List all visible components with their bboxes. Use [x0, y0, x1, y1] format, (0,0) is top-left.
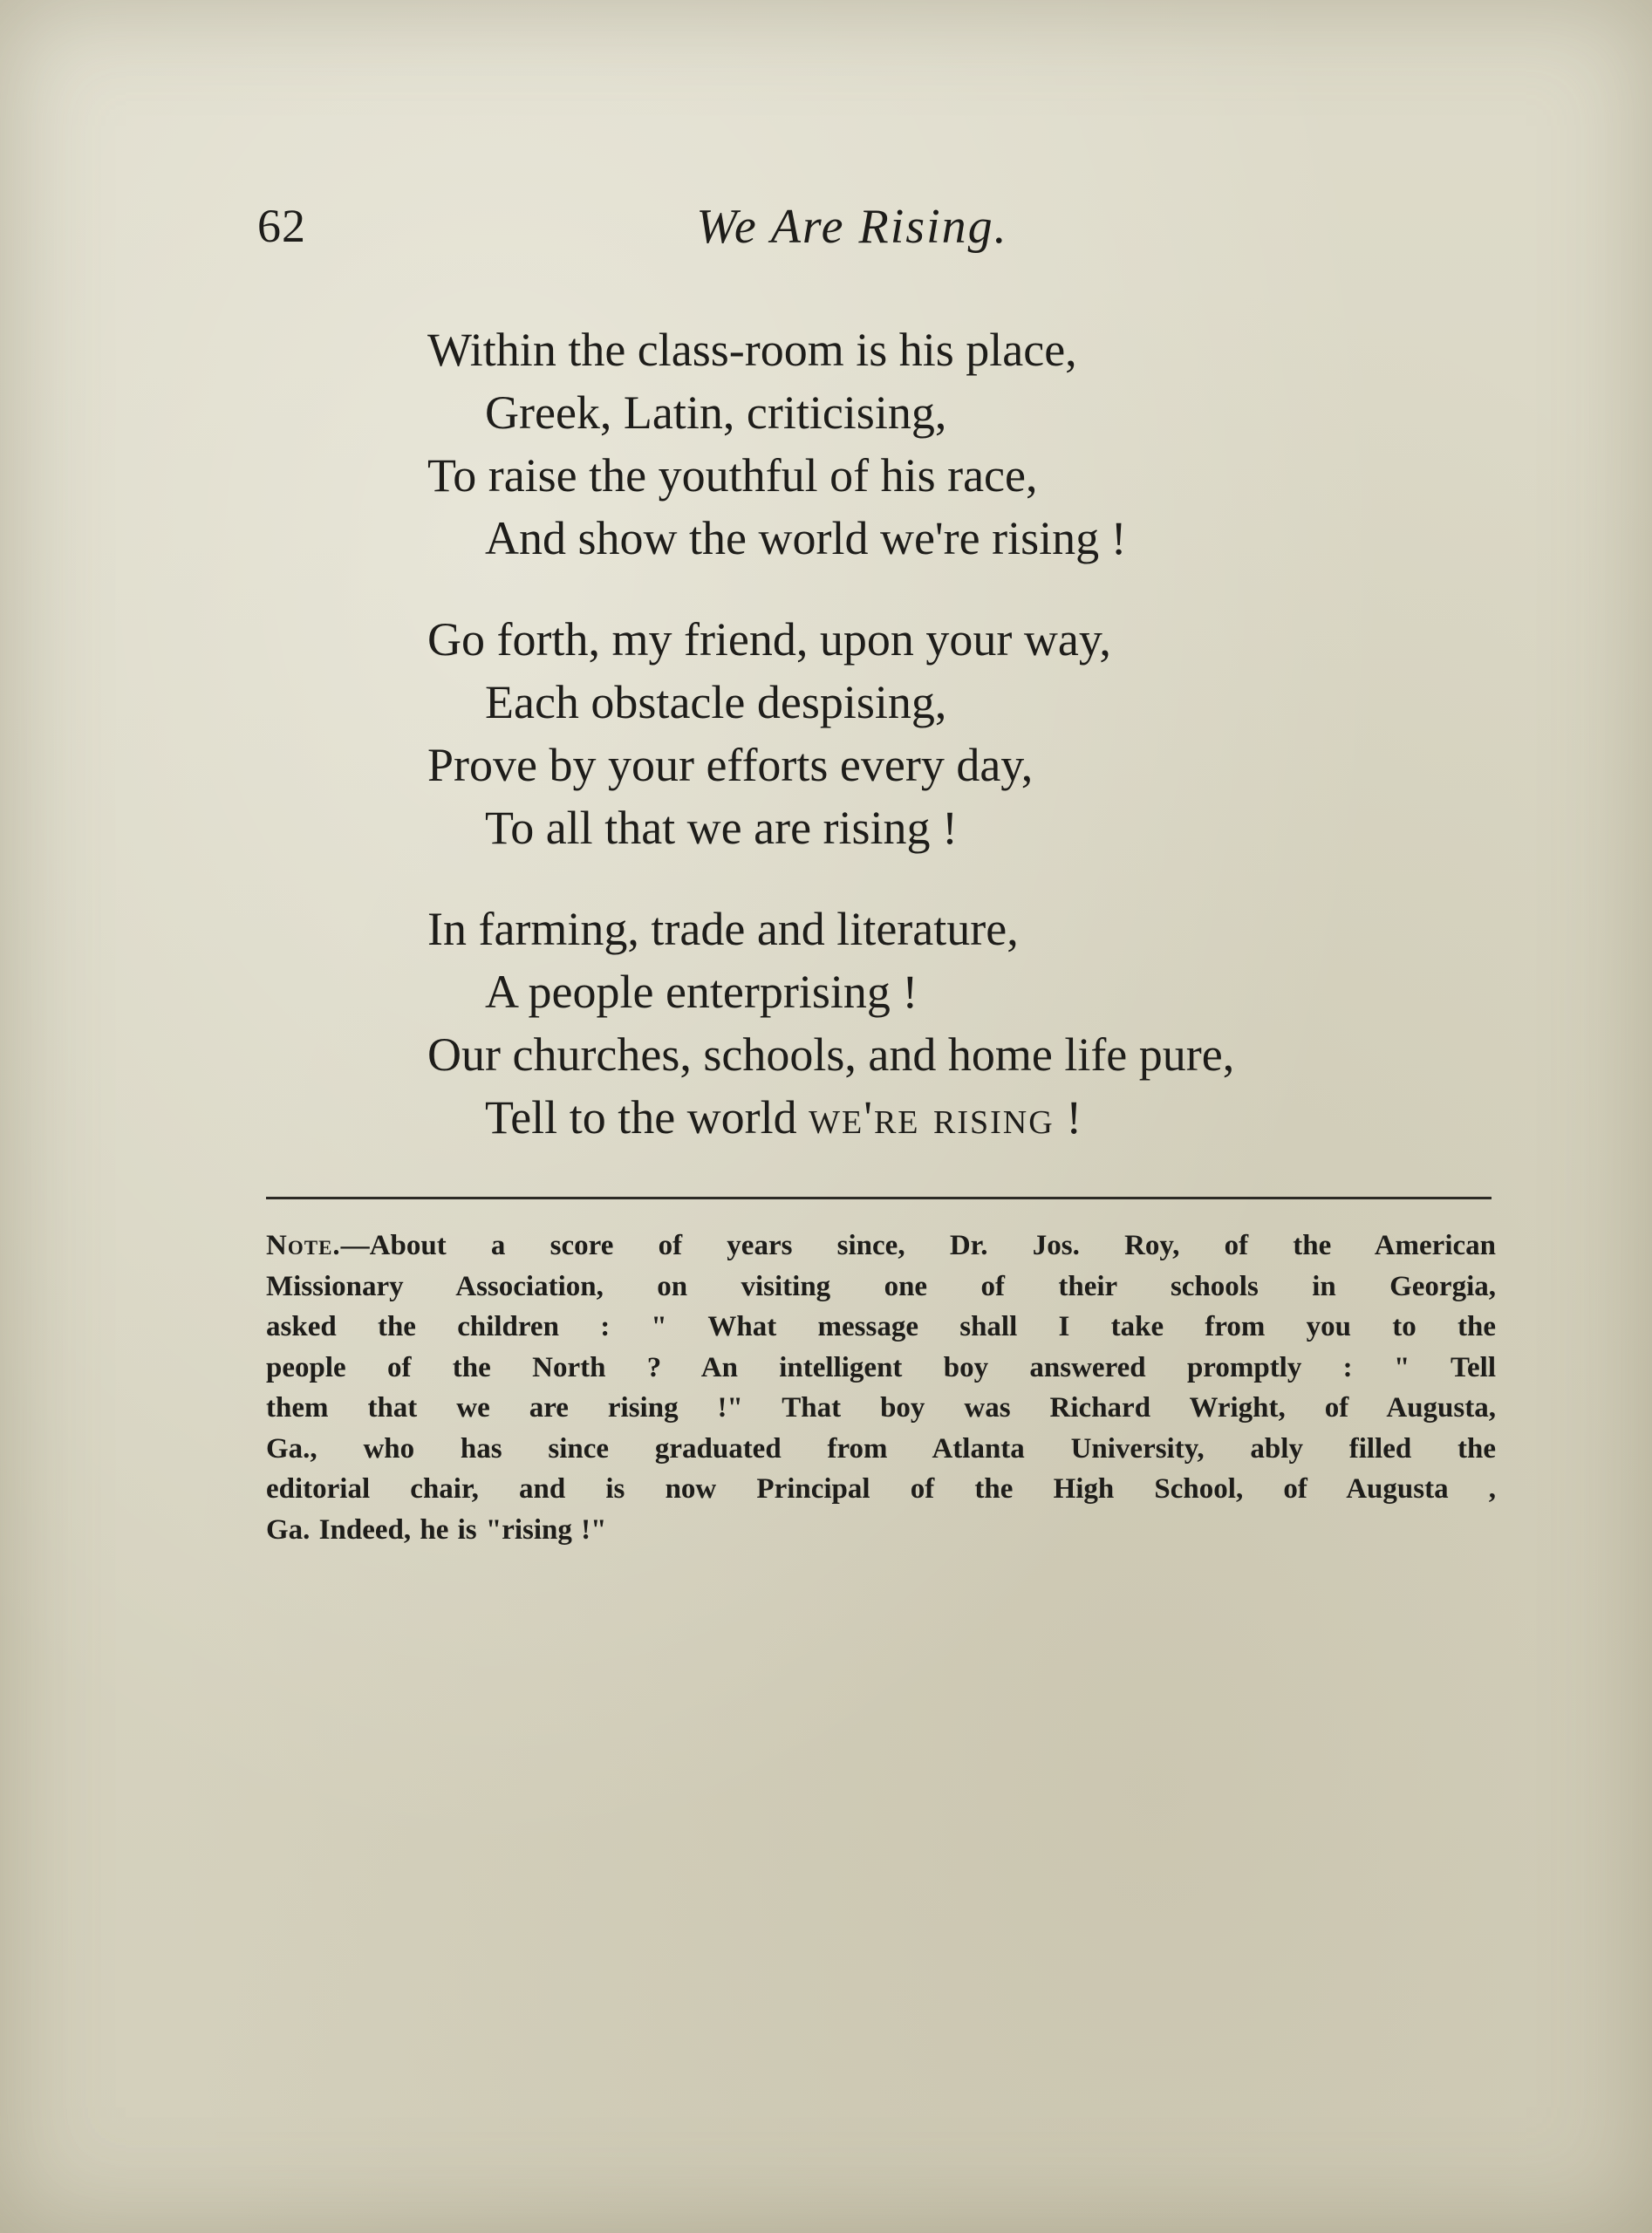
poem	[427, 318, 1561, 1187]
poem-line: Greek, Latin, criticising,	[485, 386, 947, 439]
final-line-end: !	[1054, 1091, 1082, 1144]
final-line-start: Tell to the world	[485, 1091, 809, 1144]
poem-line: To raise the youthful of his race,	[427, 449, 1038, 502]
final-line-caps: we're rising	[809, 1091, 1055, 1144]
page-number: 62	[257, 200, 306, 252]
poem-line: Go forth, my friend, upon your way,	[427, 613, 1111, 666]
poem-line: And show the world we're rising !	[485, 512, 1127, 564]
poem-line: A people enterprising !	[485, 966, 918, 1018]
note-lead: Note.	[266, 1230, 341, 1261]
note-line: people of the North ? An intelligent boy answered promptly : " Tell	[266, 1351, 1496, 1383]
poem-line: In farming, trade and literature,	[427, 903, 1019, 955]
poem-line: Our churches, schools, and home life pure,	[427, 1028, 1235, 1081]
footnote	[266, 1226, 1496, 1550]
note-line: Ga., who has since graduated from Atlanta University, ably filled the	[266, 1432, 1496, 1465]
note-line-text: —About a score of years since, Dr. Jos. Roy, of the American	[340, 1230, 1496, 1261]
note-line: them that we are rising !" That boy was Richard Wright, of Augusta,	[266, 1392, 1496, 1424]
note-line: Ga. Indeed, he is "rising !"	[266, 1513, 607, 1546]
stanza-3	[427, 898, 1561, 1149]
poem-line-final	[427, 1086, 1561, 1149]
stanza-2	[427, 608, 1561, 859]
poem-line: Each obstacle despising,	[485, 676, 947, 728]
note-line: editorial chair, and is now Principal of the High School, of Augusta ,	[266, 1473, 1496, 1505]
note-line: Missionary Association, on visiting one of their schools in Georgia,	[266, 1270, 1496, 1302]
note-line	[266, 1226, 1496, 1267]
note-line: asked the children : " What message shall I take from you to the	[266, 1311, 1496, 1342]
footnote-rule	[266, 1197, 1492, 1199]
running-title: We Are Rising.	[696, 200, 1008, 254]
poem-line: To all that we are rising !	[485, 802, 959, 854]
poem-line: Prove by your efforts every day,	[427, 739, 1034, 791]
stanza-1	[427, 318, 1561, 570]
poem-line: Within the class-room is his place,	[427, 324, 1077, 376]
